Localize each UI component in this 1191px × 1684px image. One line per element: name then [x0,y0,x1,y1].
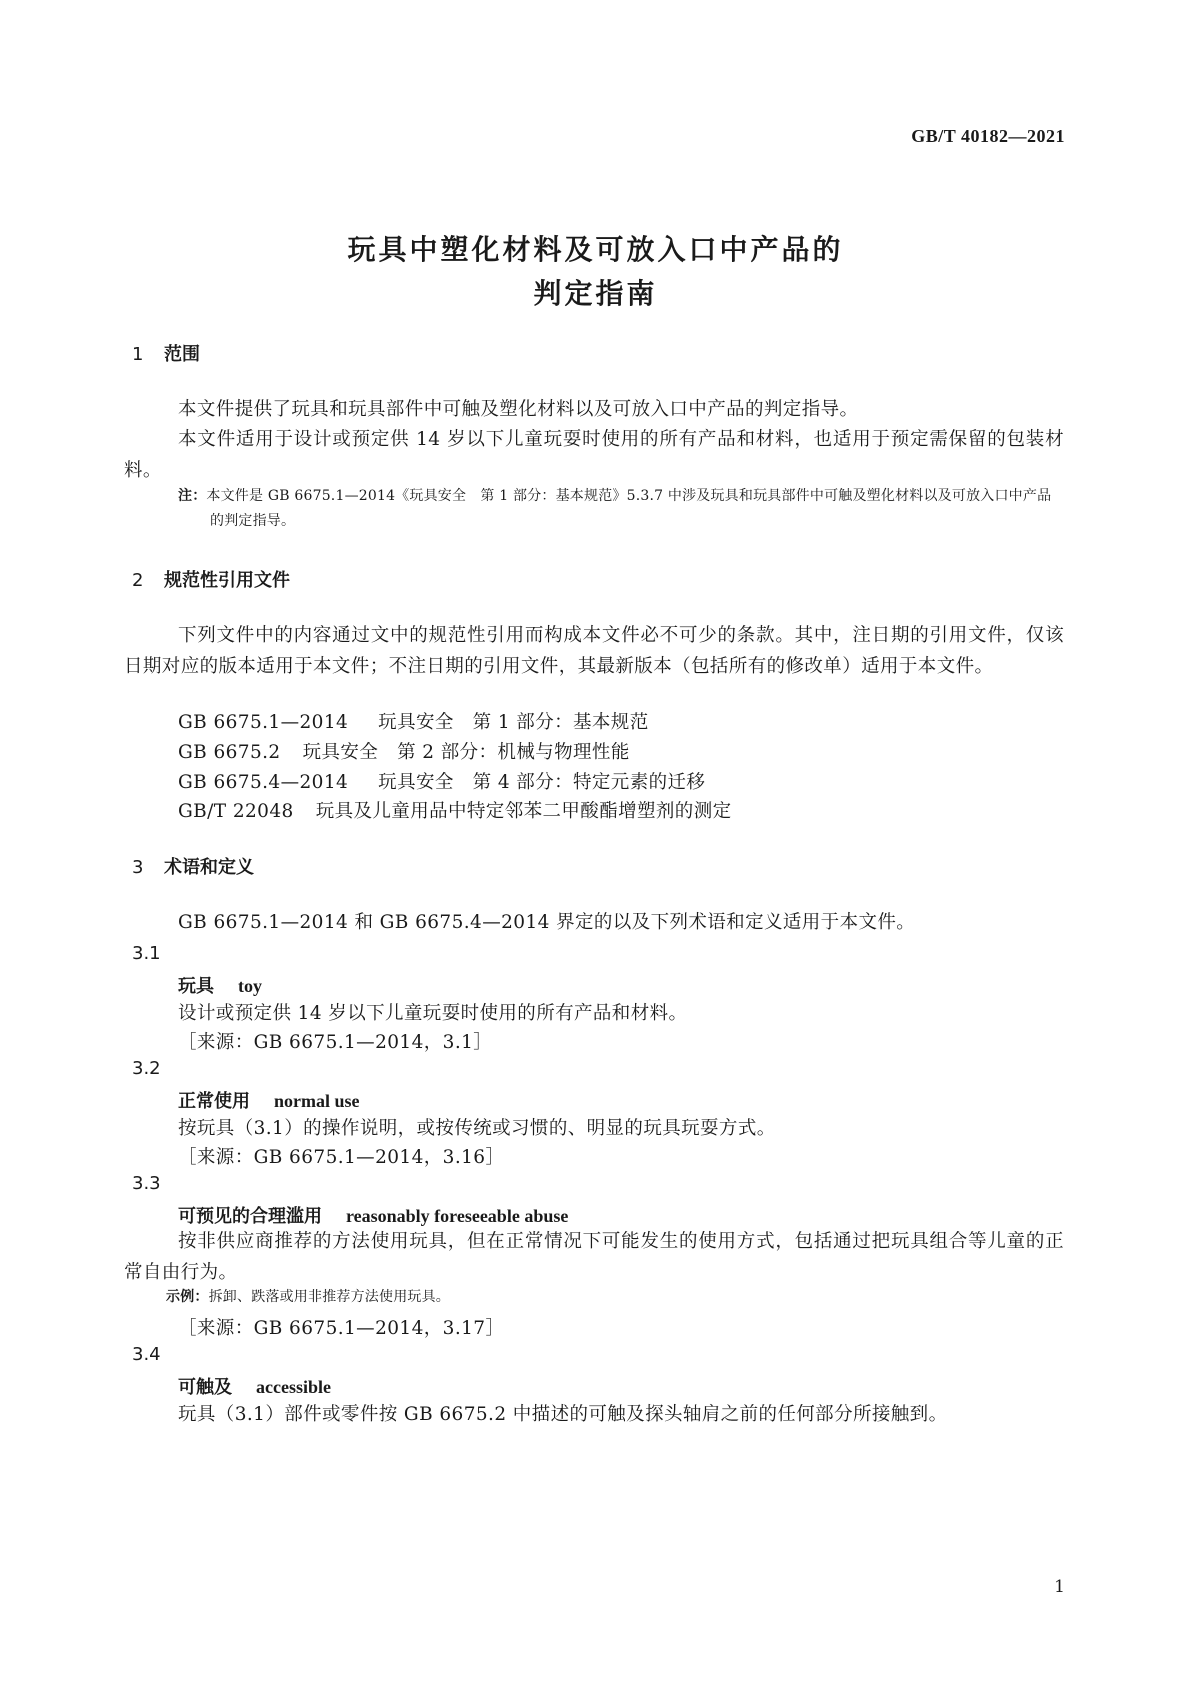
term-heading [178,1373,331,1399]
reference-item [178,768,705,794]
section-1-paragraph-1: 本文件提供了玩具和玩具部件中可触及塑化材料以及可放入口中产品的判定指导。 [178,399,859,420]
reference-item [178,738,630,764]
reference-code: GB 6675.1—2014 [178,712,349,733]
document-title-line2: 判定指南 [533,277,658,310]
term-definition: 按非供应商推荐的方法使用玩具，但在正常情况下可能发生的使用方式，包括通过把玩具组合等儿童的正常自由行为。 [124,1231,1064,1283]
reference-item [178,797,732,823]
term-en: toy [238,976,262,996]
term-source: ［来源：GB 6675.1—2014，3.1］ [178,1032,493,1053]
term-source: ［来源：GB 6675.1—2014，3.16］ [178,1147,505,1168]
section-number: 3 [132,857,144,878]
reference-title: 玩具及儿童用品中特定邻苯二甲酸酯增塑剂的测定 [315,801,732,822]
reference-code: GB 6675.4—2014 [178,772,349,793]
term-zh: 可预见的合理滥用 [178,1206,322,1227]
reference-title: 玩具安全 第 1 部分：基本规范 [378,712,649,733]
term-heading [178,1087,360,1113]
note-label: 注： [178,488,207,504]
reference-code: GB 6675.2 [178,742,281,763]
term-number: 3.1 [132,943,161,964]
section-1-paragraph-2: 本文件适用于设计或预定供 14 岁以下儿童玩耍时使用的所有产品和材料，也适用于预定需保留的包装材料。 [124,429,1064,481]
term-example [166,1285,1052,1310]
reference-code: GB/T 22048 [178,801,294,822]
term-heading [178,1202,568,1228]
reference-item [178,708,649,734]
term-definition: 按玩具（3.1）的操作说明，或按传统或习惯的、明显的玩具玩耍方式。 [178,1118,776,1139]
page-number: 1 [1054,1577,1065,1597]
section-1-note [178,484,1064,534]
term-source: ［来源：GB 6675.1—2014，3.17］ [178,1318,505,1339]
document-title-line1: 玩具中塑化材料及可放入口中产品的 [347,233,844,266]
term-number: 3.3 [132,1173,161,1194]
section-1-heading [132,340,200,366]
reference-title: 玩具安全 第 4 部分：特定元素的迁移 [378,772,706,793]
section-title: 术语和定义 [164,857,254,878]
term-en: reasonably foreseeable abuse [346,1206,569,1226]
example-text: 拆卸、跌落或用非推荐方法使用玩具。 [208,1289,451,1305]
term-en: accessible [256,1377,331,1397]
section-title: 范围 [164,344,200,365]
note-text: 本文件是 GB 6675.1—2014《玩具安全 第 1 部分：基本规范》5.3.7 中涉及玩具和玩具部件中可触及塑化材料以及可放入口中产品的判定指导。 [206,488,1052,529]
section-number: 2 [132,570,144,591]
term-number: 3.4 [132,1344,161,1365]
term-zh: 可触及 [178,1377,232,1398]
section-3-paragraph-1: GB 6675.1—2014 和 GB 6675.4—2014 界定的以及下列术语和定义适用于本文件。 [178,912,916,933]
section-number: 1 [132,344,144,365]
standard-number: GB/T 40182—2021 [911,126,1065,146]
section-2-heading [132,566,290,592]
term-zh: 正常使用 [178,1091,250,1112]
term-en: normal use [274,1091,360,1111]
term-zh: 玩具 [178,976,214,997]
term-number: 3.2 [132,1058,161,1079]
term-definition: 设计或预定供 14 岁以下儿童玩耍时使用的所有产品和材料。 [178,1003,688,1024]
example-label: 示例： [166,1289,209,1305]
term-heading [178,972,262,998]
section-3-heading [132,853,254,879]
section-title: 规范性引用文件 [164,570,290,591]
term-definition: 玩具（3.1）部件或零件按 GB 6675.2 中描述的可触及探头轴肩之前的任何部分所接触到。 [178,1404,948,1425]
reference-title: 玩具安全 第 2 部分：机械与物理性能 [302,742,630,763]
section-2-paragraph-1: 下列文件中的内容通过文中的规范性引用而构成本文件必不可少的条款。其中，注日期的引用文件，仅该日期对应的版本适用于本文件；不注日期的引用文件，其最新版本（包括所有的修改单）适用于本文件。 [124,625,1064,677]
